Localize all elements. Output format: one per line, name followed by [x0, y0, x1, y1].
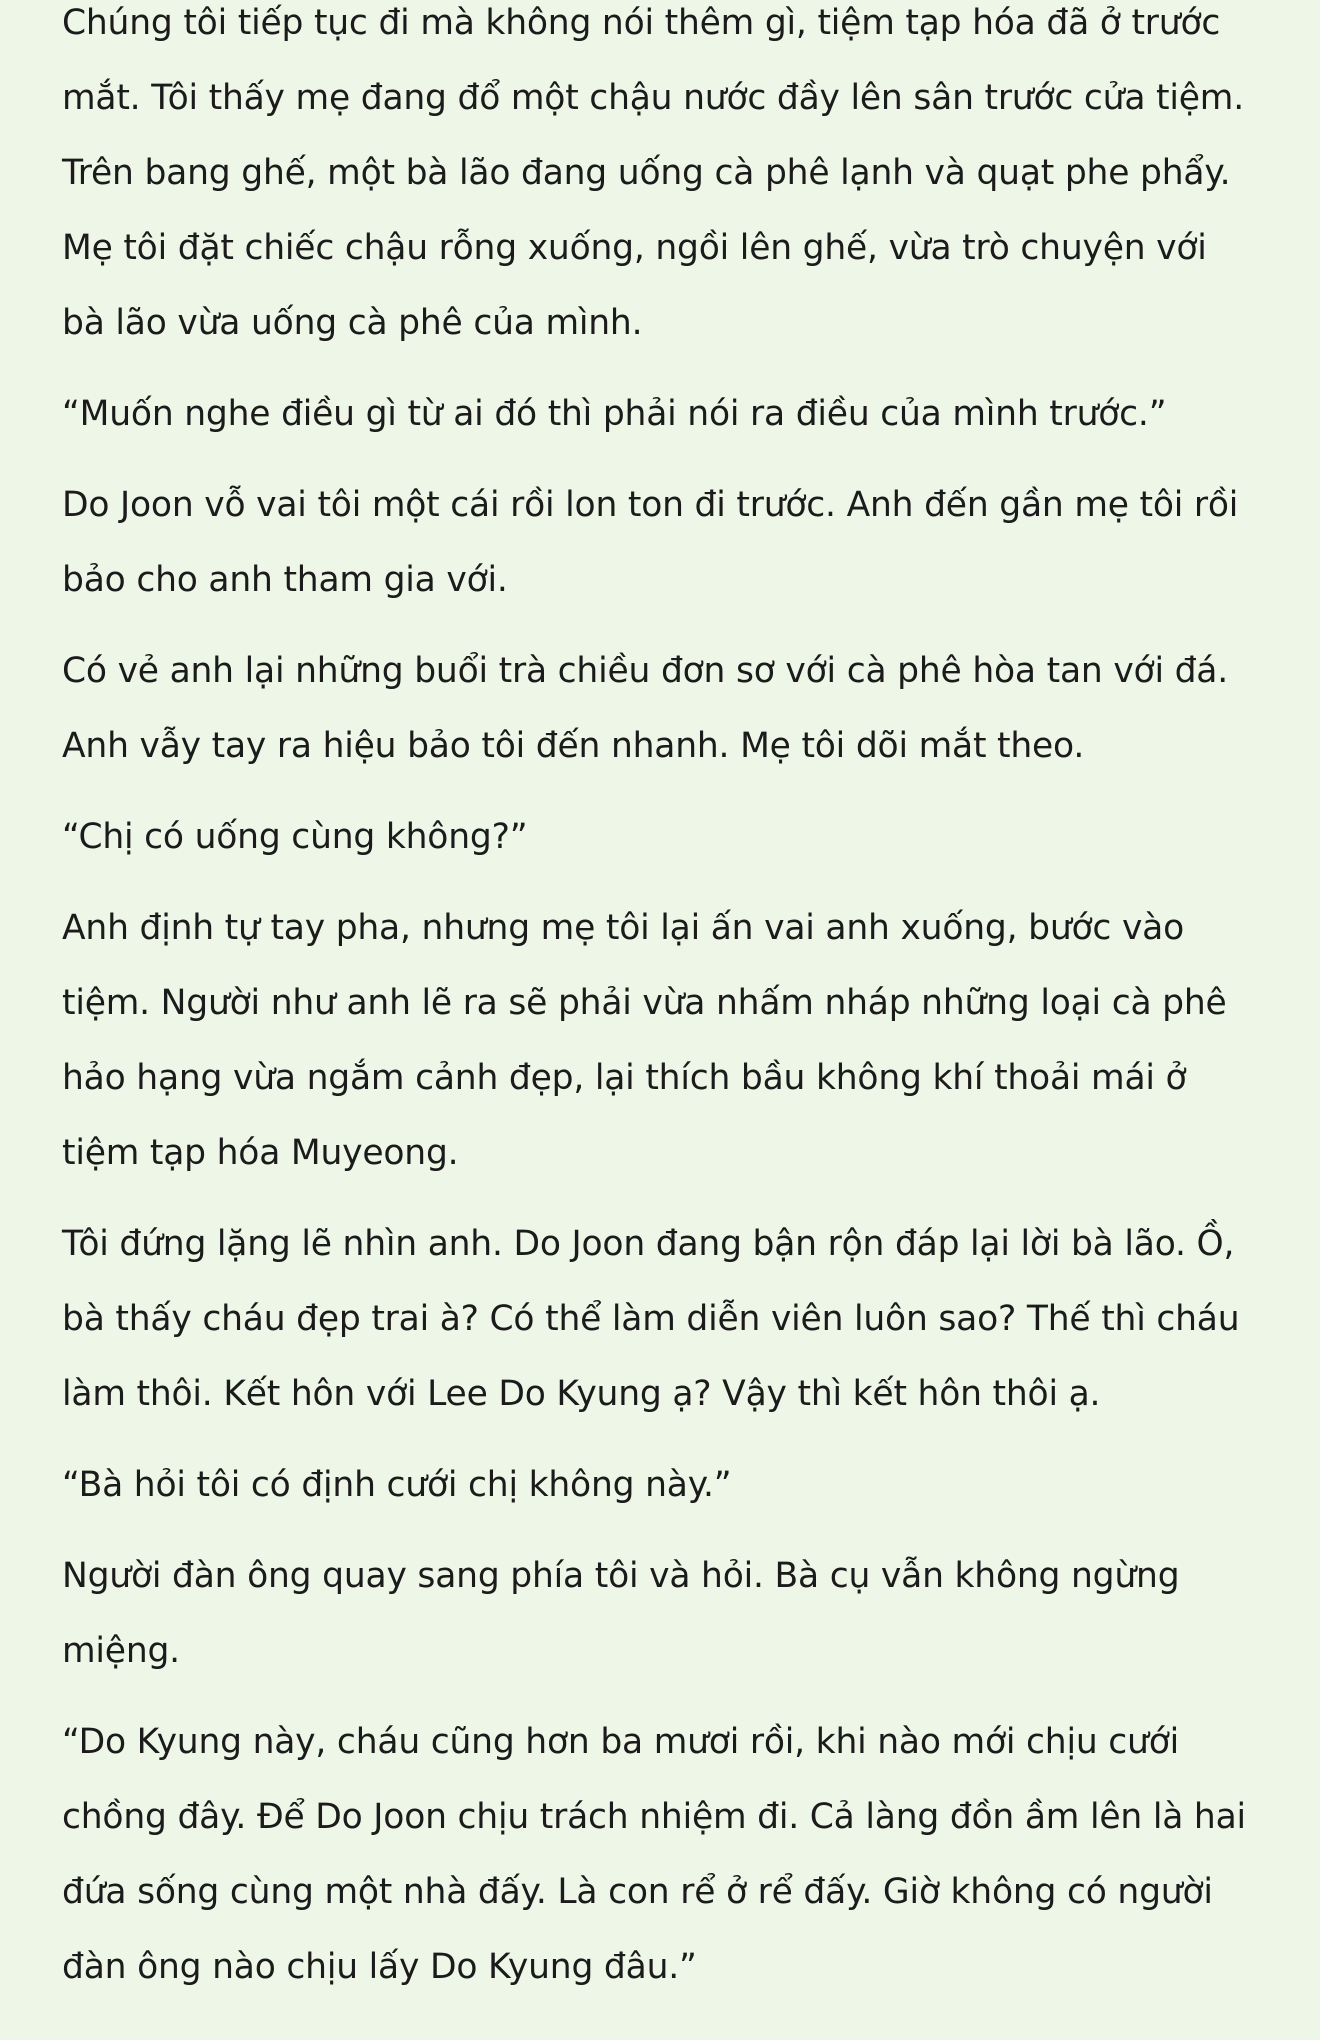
- paragraph-3: Do Joon vỗ vai tôi một cái rồi lon ton đi trước. Anh đến gần mẹ tôi rồi bảo cho anh tham gia với.: [62, 485, 1239, 600]
- paragraph-1: Chúng tôi tiếp tục đi mà không nói thêm gì, tiệm tạp hóa đã ở trước mắt. Tôi thấy mẹ đang đổ một chậu nước đầy lên sân trước cửa tiệm. Trên bang ghế, một bà lão đang uống cà phê lạnh và quạt phe phẩy. Mẹ tôi đặt chiếc chậu rỗng xuống, ngồi lên ghế, vừa trò chuyện với bà lão vừa uống cà phê của mình.: [62, 3, 1244, 343]
- paragraph-9: Người đàn ông quay sang phía tôi và hỏi. Bà cụ vẫn không ngừng miệng.: [62, 1556, 1180, 1671]
- paragraph-4: Có vẻ anh lại những buổi trà chiều đơn sơ với cà phê hòa tan với đá. Anh vẫy tay ra hiệu bảo tôi đến nhanh. Mẹ tôi dõi mắt theo.: [62, 651, 1229, 766]
- paragraph-7: Tôi đứng lặng lẽ nhìn anh. Do Joon đang bận rộn đáp lại lời bà lão. Ồ, bà thấy cháu đẹp trai à? Có thể làm diễn viên luôn sao? Thế thì cháu làm thôi. Kết hôn với Lee Do Kyung ạ? Vậy thì kết hôn thôi ạ.: [62, 1224, 1240, 1414]
- story-text: [62, 0, 1258, 2005]
- paragraph-10: “Do Kyung này, cháu cũng hơn ba mươi rồi, khi nào mới chịu cưới chồng đây. Để Do Joon chịu trách nhiệm đi. Cả làng đồn ầm lên là hai đứa sống cùng một nhà đấy. Là con rể ở rể đấy. Giờ không có người đàn ông nào chịu lấy Do Kyung đâu.”: [62, 1722, 1246, 1987]
- paragraph-6: Anh định tự tay pha, nhưng mẹ tôi lại ấn vai anh xuống, bước vào tiệm. Người như anh lẽ ra sẽ phải vừa nhấm nháp những loại cà phê hảo hạng vừa ngắm cảnh đẹp, lại thích bầu không khí thoải mái ở tiệm tạp hóa Muyeong.: [62, 908, 1227, 1173]
- paragraph-8: “Bà hỏi tôi có định cưới chị không này.”: [62, 1465, 732, 1505]
- paragraph-5: “Chị có uống cùng không?”: [62, 817, 528, 857]
- paragraph-2: “Muốn nghe điều gì từ ai đó thì phải nói ra điều của mình trước.”: [62, 394, 1167, 434]
